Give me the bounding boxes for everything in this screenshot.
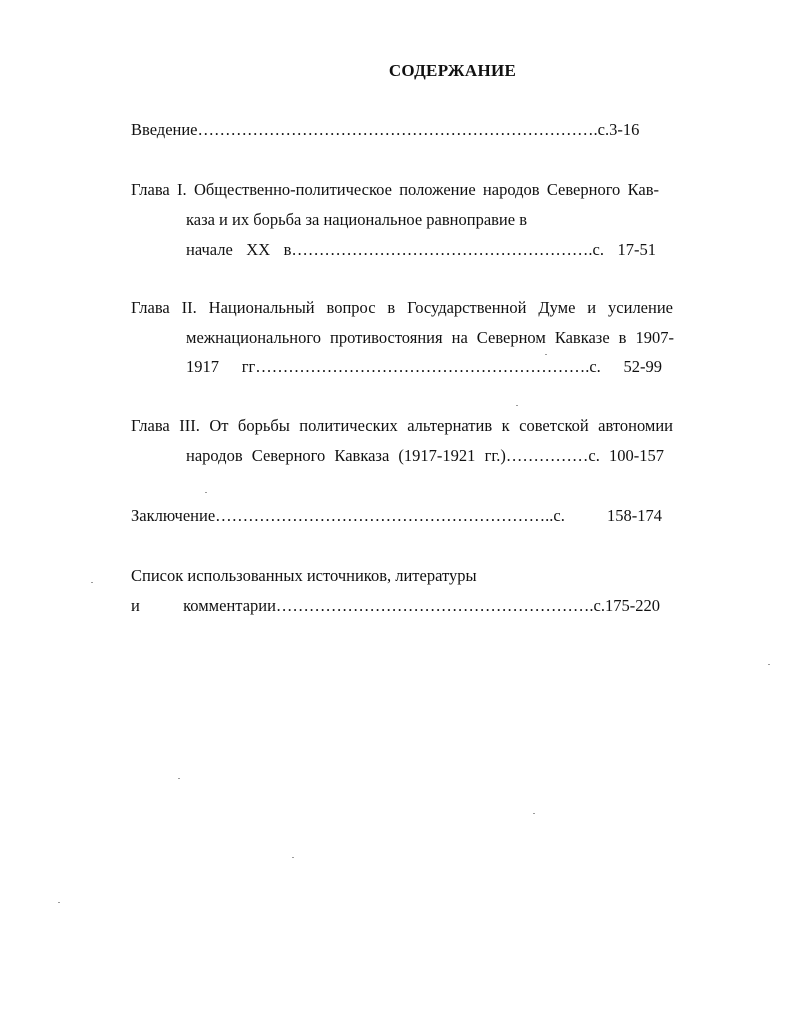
toc-entry-conclusion: Заключение……………………………………………………..с. 158-174 [131, 506, 662, 525]
toc-title: СОДЕРЖАНИЕ [388, 61, 517, 80]
scan-speck [292, 857, 294, 858]
toc-entry-introduction: Введение……………………………………………………………….с.3-16 [131, 120, 640, 139]
scan-speck [178, 778, 180, 779]
scan-speck [533, 813, 535, 814]
toc-entry-chapter-1-line-1: Глава I. Общественно-политическое положение народов Северного Кав- [131, 180, 659, 199]
toc-entry-sources-line-2: и комментарии………………………………………………….с.175-220 [131, 596, 660, 615]
scan-speck [516, 405, 518, 406]
scan-speck [58, 902, 60, 903]
scan-speck [768, 664, 770, 665]
toc-entry-chapter-1-line-2: каза и их борьба за национальное равноправие в [186, 210, 528, 229]
scan-speck [91, 582, 93, 583]
scan-speck [545, 354, 547, 355]
toc-entry-chapter-2-line-2: межнационального противостояния на Северном Кавказе в 1907- [186, 328, 674, 347]
toc-entry-chapter-3-line-1: Глава III. От борьбы политических альтернатив к советской автономии [131, 416, 673, 435]
toc-entry-chapter-1-line-3: начале XX в……………………………………………….c. 17-51 [186, 240, 656, 259]
toc-entry-chapter-2-line-3: 1917 гг…………………………………………………….с. 52-99 [186, 357, 662, 376]
toc-entry-sources-line-1: Список использованных источников, литературы [131, 566, 477, 585]
toc-entry-chapter-3-line-2: народов Северного Кавказа (1917-1921 гг.)……………с. 100-157 [186, 446, 664, 465]
scan-speck [205, 492, 207, 493]
toc-entry-chapter-2-line-1: Глава II. Национальный вопрос в Государственной Думе и усиление [131, 298, 673, 317]
